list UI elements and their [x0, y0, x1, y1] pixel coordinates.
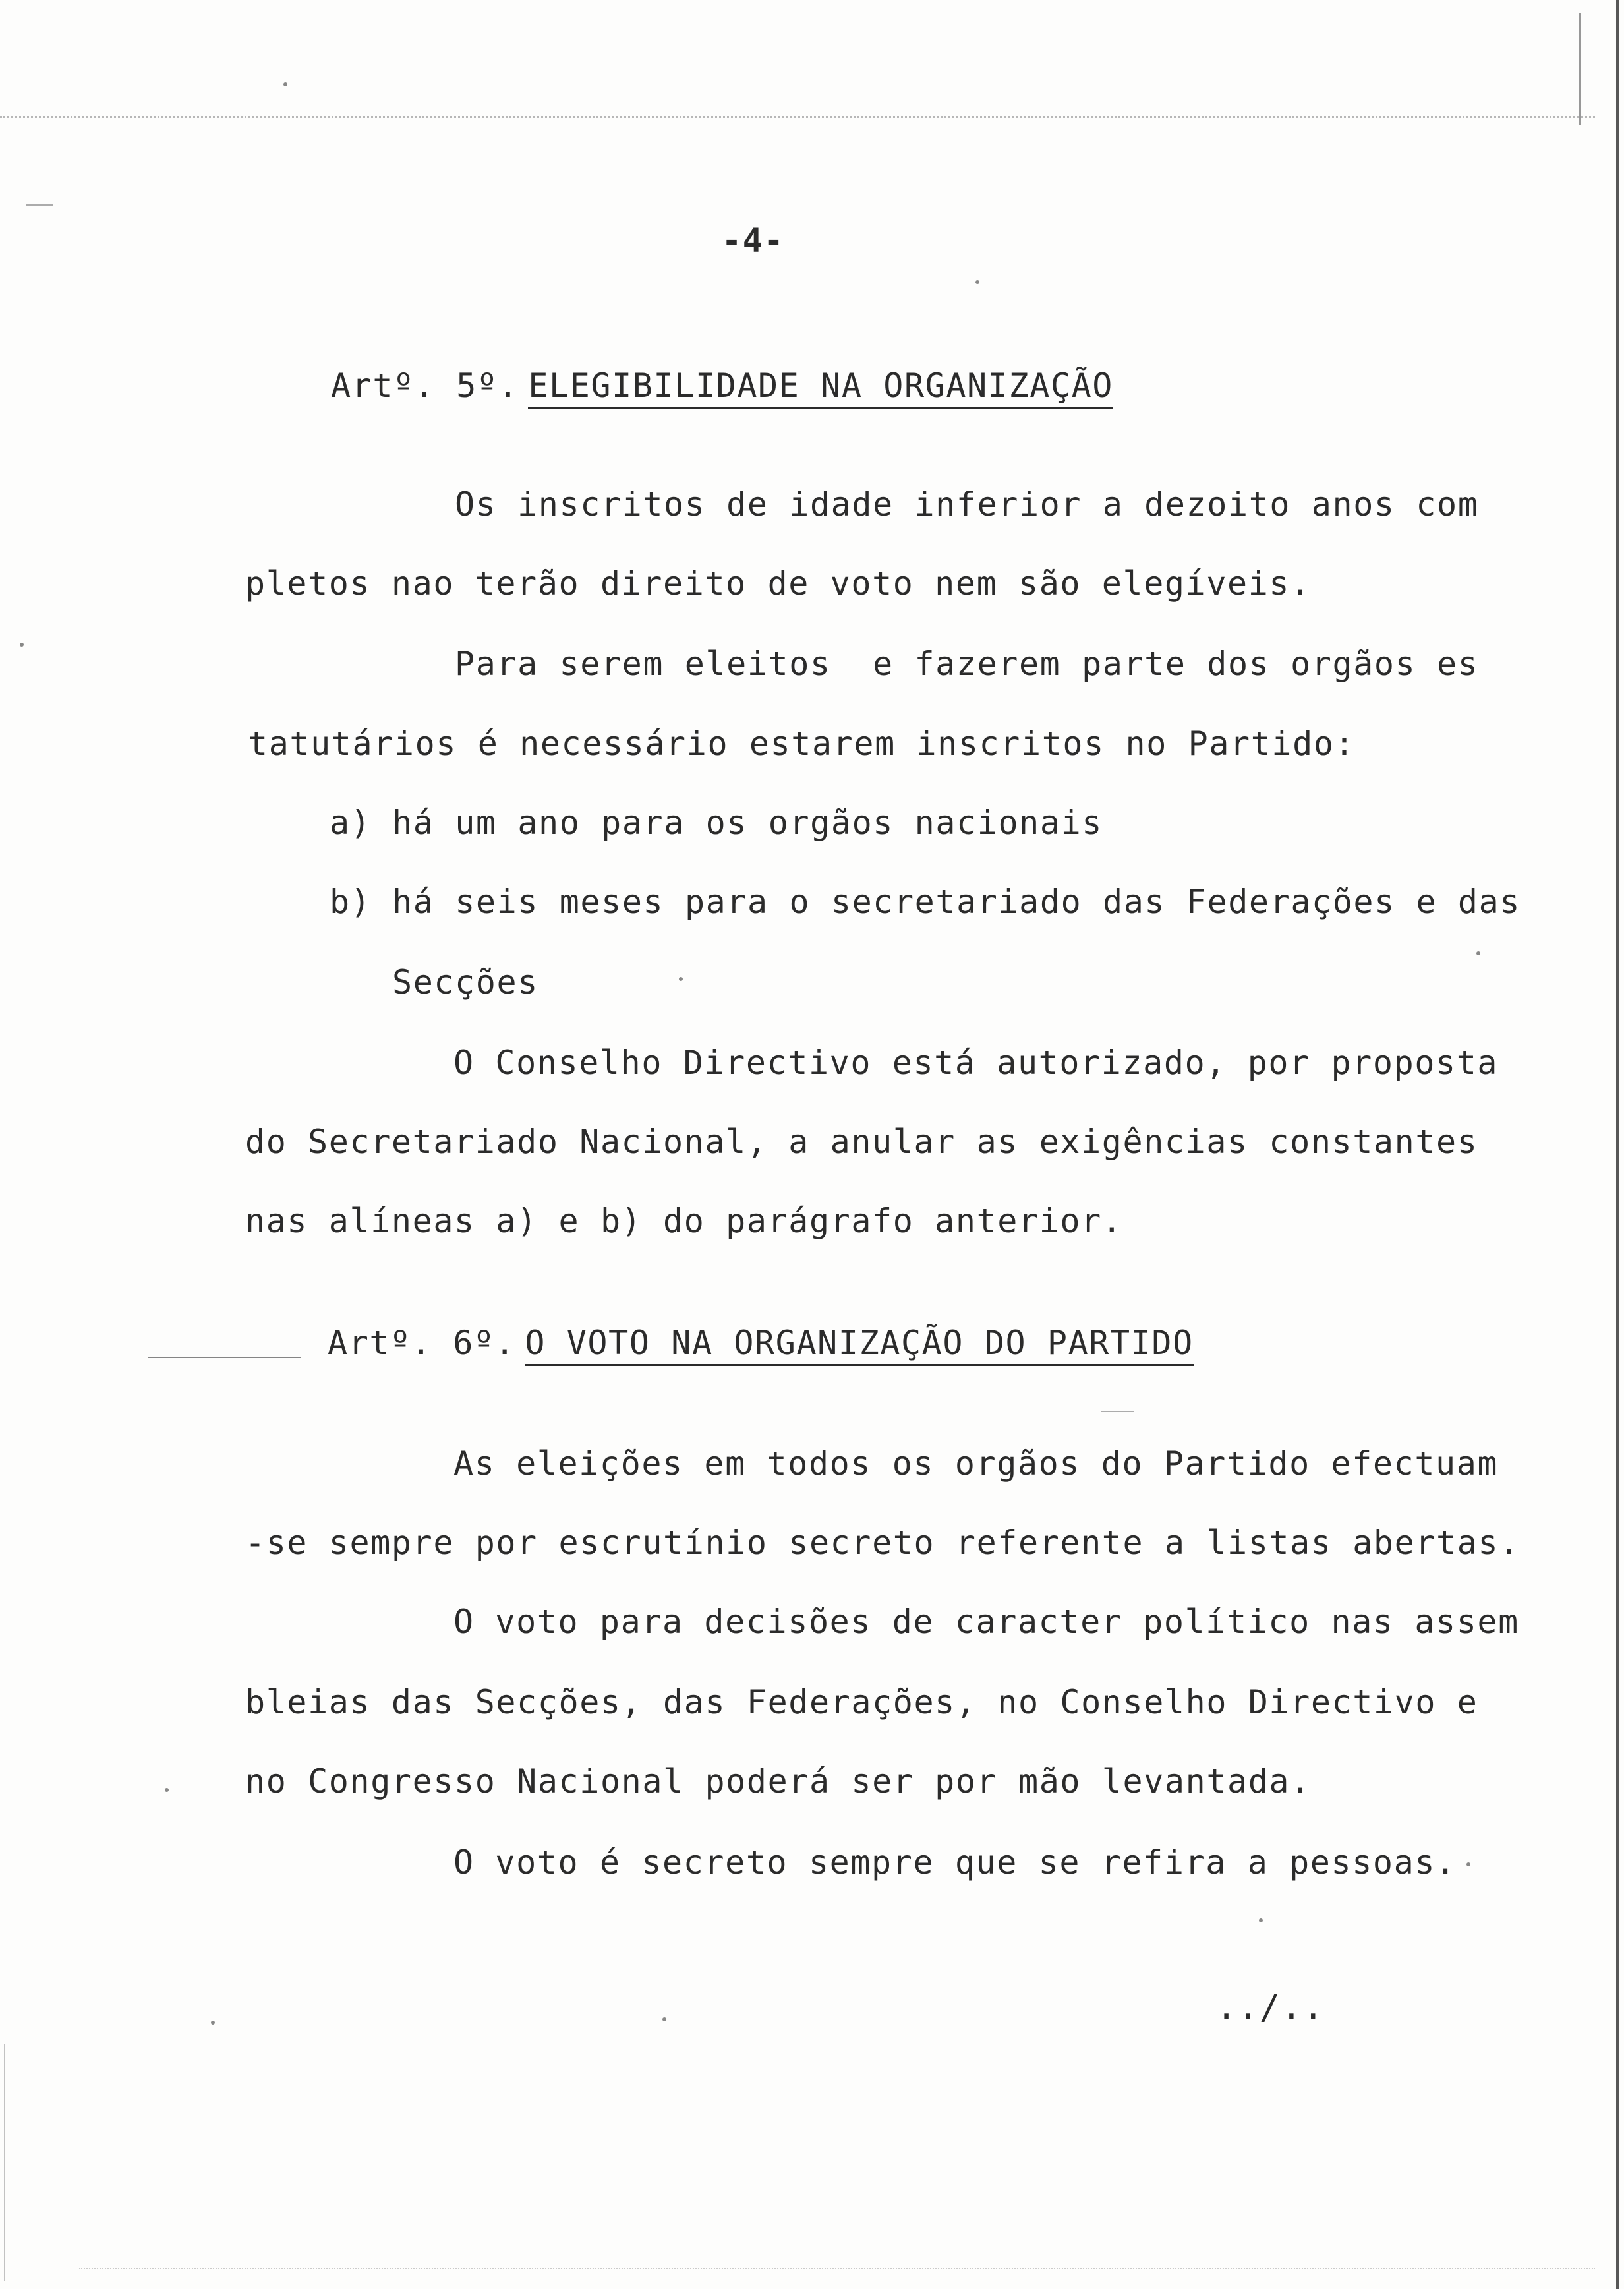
article-5-list-item-a: a) há um ano para os orgãos nacionais	[330, 804, 1103, 842]
scan-artifact-right-edge	[1616, 0, 1619, 2289]
article-6-title: O VOTO NA ORGANIZAÇÃO DO PARTIDO	[525, 1323, 1193, 1366]
article-5-title: ELEGIBILIDADE NA ORGANIZAÇÃO	[528, 366, 1113, 409]
scan-speck	[679, 977, 683, 981]
article-5-closing-line-1: O Conselho Directivo está autorizado, por proposta	[453, 1044, 1499, 1082]
scan-speck	[1476, 951, 1480, 955]
scan-speck	[211, 2021, 215, 2025]
article-5-closing-line-3: nas alíneas a) e b) do parágrafo anterior.	[245, 1202, 1123, 1240]
scan-speck	[975, 280, 979, 284]
scan-speck	[1259, 1918, 1263, 1922]
scan-speck	[165, 1788, 169, 1792]
article-6-paragraph-3-line-1: O voto é secreto sempre que se refira a pessoas.	[453, 1843, 1457, 1882]
article-6-heading	[328, 1323, 1194, 1366]
scan-artifact-top-line	[0, 116, 1595, 118]
article-6-paragraph-2-line-2: bleias das Secções, das Federações, no Conselho Directivo e	[245, 1683, 1478, 1721]
article-5-paragraph-2-line-1: Para serem eleitos e fazerem parte dos orgãos es	[455, 645, 1479, 683]
page-number: -4-	[722, 222, 785, 260]
article-5-paragraph-1-line-2: pletos nao terão direito de voto nem são elegíveis.	[245, 564, 1311, 603]
scan-speck	[283, 82, 287, 86]
article-6-label: Artº. 6º.	[328, 1324, 516, 1362]
scan-dash	[1101, 1411, 1134, 1412]
continuation-mark: ../..	[1216, 1988, 1325, 2027]
article-5-label: Artº. 5º.	[331, 367, 519, 405]
article-5-closing-line-2: do Secretariado Nacional, a anular as exigências constantes	[245, 1123, 1478, 1161]
article-6-paragraph-2-line-1: O voto para decisões de caracter político nas assem	[453, 1603, 1519, 1641]
scan-speck	[20, 643, 24, 647]
article-5-heading	[331, 366, 1113, 409]
scan-speck	[1466, 1862, 1470, 1866]
article-6-paragraph-1-line-1: As eleições em todos os orgãos do Partido efectuam	[453, 1444, 1499, 1483]
scan-dash	[26, 204, 53, 206]
article-6-paragraph-2-line-3: no Congresso Nacional poderá ser por mão levantada.	[245, 1762, 1311, 1800]
article-5-list-item-b-line-2: Secções	[392, 963, 538, 1001]
article-5-paragraph-1-line-1: Os inscritos de idade inferior a dezoito anos com	[455, 485, 1479, 523]
scan-artifact-right-mark	[1579, 13, 1581, 125]
scan-artifact-left-edge	[4, 2044, 5, 2281]
article-5-list-item-b-line-1: b) há seis meses para o secretariado das Federações e das	[330, 883, 1521, 921]
scan-speck	[662, 2017, 666, 2021]
article-5-paragraph-2-line-2: tatutários é necessário estarem inscritos no Partido:	[248, 725, 1356, 763]
article-6-margin-rule	[148, 1357, 301, 1358]
article-6-paragraph-1-line-2: -se sempre por escrutínio secreto referente a listas abertas.	[245, 1524, 1520, 1562]
scan-artifact-bottom-line	[79, 2268, 1595, 2269]
